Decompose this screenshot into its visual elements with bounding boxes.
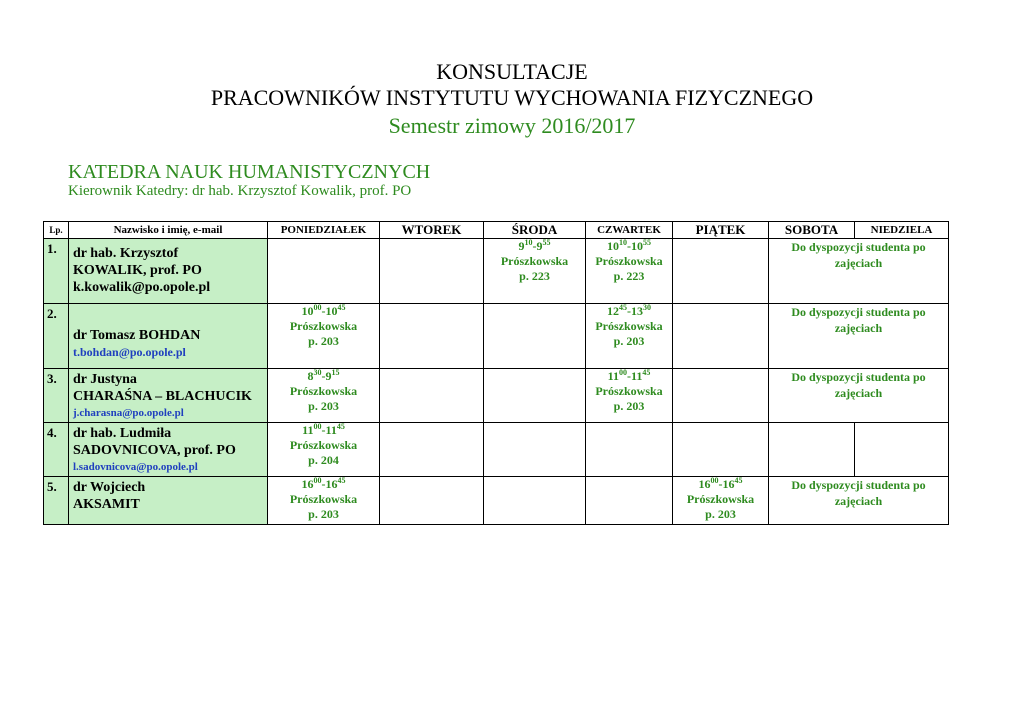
col-name: Nazwisko i imię, e-mail bbox=[69, 222, 268, 239]
col-sunday: NIEDZIELA bbox=[855, 222, 949, 239]
room-number: p. 203 bbox=[613, 334, 645, 348]
tuesday-cell bbox=[380, 304, 484, 369]
thursday-cell bbox=[586, 304, 673, 369]
table-header-row bbox=[44, 222, 949, 239]
monday-cell bbox=[268, 239, 380, 304]
employee-cell bbox=[69, 423, 268, 477]
weekend-note: Do dyspozycji studenta po zajęciach bbox=[769, 477, 949, 525]
col-thursday: CZWARTEK bbox=[586, 222, 673, 239]
time-slot: $16^{00}-16^{45}$ bbox=[301, 476, 346, 491]
time-slot: $10^{00}-10^{45}$ bbox=[301, 303, 346, 318]
table-row bbox=[44, 304, 949, 369]
row-number: 5. bbox=[44, 477, 69, 525]
table-row bbox=[44, 239, 949, 304]
room-street: Prószkowska bbox=[595, 254, 663, 268]
employee-name-line2: SADOVNICOVA, prof. PO bbox=[73, 443, 236, 458]
tuesday-cell bbox=[380, 477, 484, 525]
col-tuesday: WTOREK bbox=[380, 222, 484, 239]
department-head: Kierownik Katedry: dr hab. Krzysztof Kowalik, prof. PO bbox=[68, 183, 412, 199]
room-number: p. 203 bbox=[613, 399, 645, 413]
room-street: Prószkowska bbox=[289, 319, 358, 333]
tuesday-cell bbox=[380, 239, 484, 304]
doc-title: KONSULTACJE bbox=[436, 59, 588, 84]
room-street: Prószkowska bbox=[289, 438, 358, 452]
wednesday-cell bbox=[484, 423, 586, 477]
consultation-table bbox=[43, 221, 949, 525]
time-slot: $11^{00}-11^{45}$ bbox=[302, 422, 345, 437]
thursday-cell bbox=[586, 239, 673, 304]
wednesday-cell bbox=[484, 369, 586, 423]
table-row bbox=[44, 423, 949, 477]
col-monday: PONIEDZIAŁEK bbox=[268, 222, 380, 239]
row-number: 1. bbox=[44, 239, 69, 304]
doc-subtitle: PRACOWNIKÓW INSTYTUTU WYCHOWANIA FIZYCZNEGO bbox=[210, 85, 814, 110]
monday-cell bbox=[268, 369, 380, 423]
employee-cell bbox=[69, 369, 268, 423]
time-slot: $16^{00}-16^{45}$ bbox=[698, 476, 743, 491]
room-number: p. 203 bbox=[308, 334, 339, 348]
employee-name: dr hab. Krzysztof bbox=[73, 246, 179, 261]
room-street: Prószkowska bbox=[500, 254, 569, 268]
col-lp: Lp. bbox=[44, 222, 69, 239]
employee-email[interactable]: l.sadovnicova@po.opole.pl bbox=[73, 461, 198, 473]
employee-name: dr Justyna bbox=[73, 372, 137, 387]
friday-cell bbox=[673, 369, 769, 423]
room-number: p. 203 bbox=[705, 507, 736, 521]
department-name: KATEDRA NAUK HUMANISTYCZNYCH bbox=[68, 161, 431, 183]
thursday-cell bbox=[586, 423, 673, 477]
weekend-note: Do dyspozycji studenta po zajęciach bbox=[769, 369, 949, 423]
monday-cell bbox=[268, 304, 380, 369]
wednesday-cell bbox=[484, 239, 586, 304]
friday-cell bbox=[673, 239, 769, 304]
room-street: Prószkowska bbox=[289, 384, 358, 398]
room-number: p. 223 bbox=[613, 269, 645, 283]
col-wednesday: ŚRODA bbox=[484, 222, 586, 239]
row-number: 4. bbox=[44, 423, 69, 477]
monday-cell bbox=[268, 477, 380, 525]
sunday-cell bbox=[855, 423, 949, 477]
employee-name: dr Wojciech bbox=[73, 480, 146, 495]
room-street: Prószkowska bbox=[686, 492, 755, 506]
employee-name-line2: KOWALIK, prof. PO bbox=[73, 263, 202, 278]
room-number: p. 204 bbox=[308, 453, 339, 467]
tuesday-cell bbox=[380, 369, 484, 423]
employee-email[interactable]: k.kowalik@po.opole.pl bbox=[73, 280, 211, 295]
room-number: p. 223 bbox=[519, 269, 550, 283]
weekend-note: Do dyspozycji studenta po zajęciach bbox=[769, 304, 949, 369]
time-slot: $11^{00}-11^{45}$ bbox=[607, 368, 651, 383]
time-slot: $9^{10}-9^{55}$ bbox=[518, 238, 551, 253]
employee-cell bbox=[69, 304, 268, 369]
monday-cell bbox=[268, 423, 380, 477]
employee-cell bbox=[69, 477, 268, 525]
room-street: Prószkowska bbox=[595, 384, 663, 398]
semester-title: Semestr zimowy 2016/2017 bbox=[388, 113, 636, 138]
employee-name-line2: AKSAMIT bbox=[73, 497, 140, 512]
wednesday-cell bbox=[484, 477, 586, 525]
row-number: 3. bbox=[44, 369, 69, 423]
tuesday-cell bbox=[380, 423, 484, 477]
table-row bbox=[44, 477, 949, 525]
room-street: Prószkowska bbox=[289, 492, 358, 506]
saturday-cell bbox=[769, 423, 855, 477]
employee-name: dr Tomasz BOHDAN bbox=[73, 328, 201, 343]
employee-name-line2: CHARAŚNA – BLACHUCIK bbox=[73, 389, 252, 404]
row-number: 2. bbox=[44, 304, 69, 369]
employee-email[interactable]: t.bohdan@po.opole.pl bbox=[73, 345, 186, 359]
time-slot: $8^{30}-9^{15}$ bbox=[307, 368, 340, 383]
thursday-cell bbox=[586, 477, 673, 525]
weekend-note: Do dyspozycji studenta po zajęciach bbox=[769, 239, 949, 304]
table-row bbox=[44, 369, 949, 423]
employee-email[interactable]: j.charasna@po.opole.pl bbox=[73, 407, 184, 419]
time-slot: $12^{45}-13^{30}$ bbox=[607, 303, 651, 318]
wednesday-cell bbox=[484, 304, 586, 369]
friday-cell bbox=[673, 477, 769, 525]
room-street: Prószkowska bbox=[595, 319, 663, 333]
friday-cell bbox=[673, 304, 769, 369]
employee-name: dr hab. Ludmiła bbox=[73, 426, 172, 441]
room-number: p. 203 bbox=[308, 399, 339, 413]
friday-cell bbox=[673, 423, 769, 477]
col-friday: PIĄTEK bbox=[673, 222, 769, 239]
thursday-cell bbox=[586, 369, 673, 423]
col-saturday: SOBOTA bbox=[769, 222, 855, 239]
room-number: p. 203 bbox=[308, 507, 339, 521]
time-slot: $10^{10}-10^{55}$ bbox=[607, 238, 651, 253]
employee-cell bbox=[69, 239, 268, 304]
